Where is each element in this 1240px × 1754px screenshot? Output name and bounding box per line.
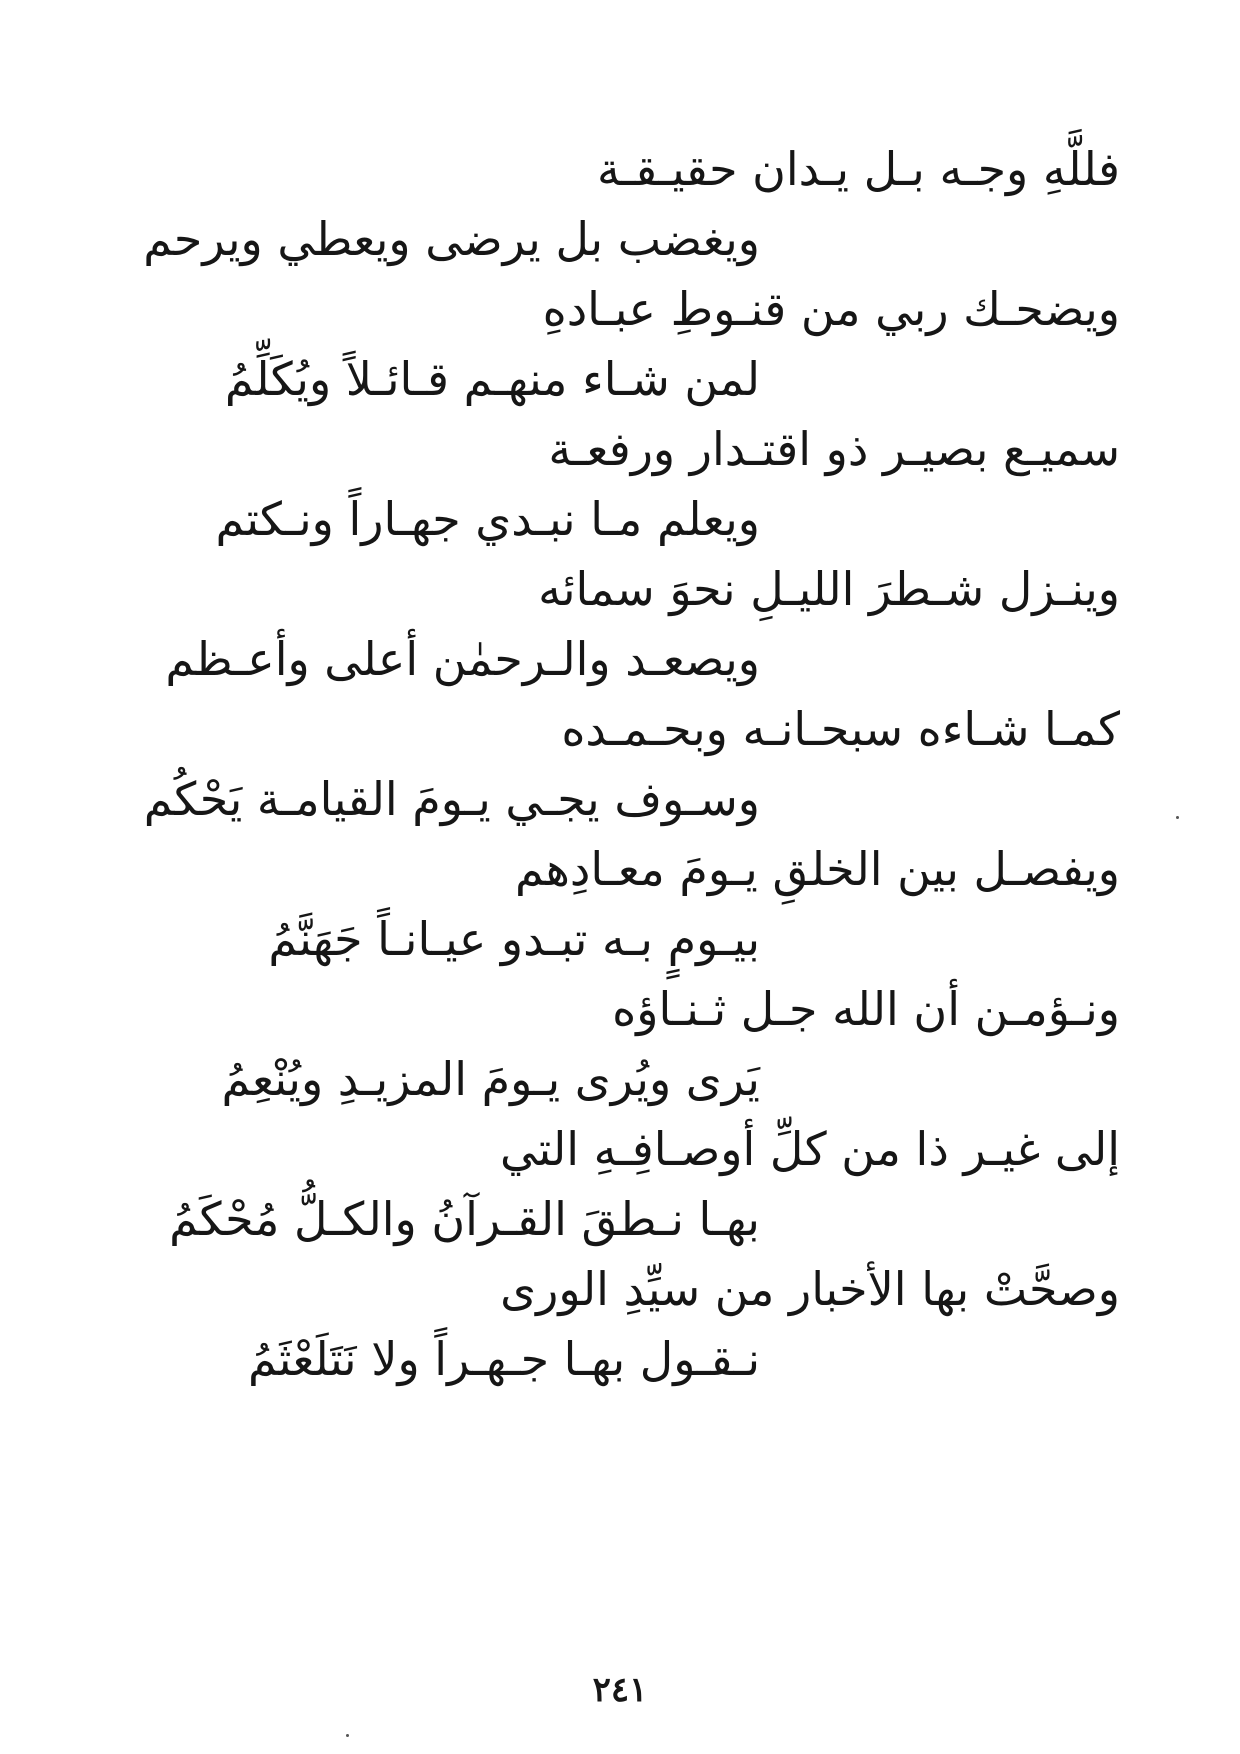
second-hemistich: بيـومٍ بـه تبـدو عيـانـاً جَهَنَّمُ <box>268 912 760 966</box>
second-hemistich: يَرى ويُرى يـومَ المزيـدِ ويُنْعِمُ <box>221 1052 760 1106</box>
first-hemistich: فللَّهِ وجـه بـل يـدان حقيـقـة <box>597 142 1120 196</box>
first-hemistich: وصحَّتْ بها الأخبار من سيِّدِ الورى <box>500 1262 1120 1316</box>
first-hemistich: وينـزل شـطرَ الليـلِ نحوَ سمائه <box>538 562 1120 616</box>
second-hemistich: لمن شـاء منهـم قـائـلاً ويُكَلِّمُ <box>224 352 760 406</box>
verse <box>165 558 1120 698</box>
first-hemistich: ويضحـك ربي من قنـوطِ عبـادهِ <box>542 282 1120 336</box>
verse <box>143 698 1120 838</box>
poem <box>143 138 1120 1398</box>
verse <box>180 278 1120 418</box>
scan-speck <box>346 1734 349 1737</box>
first-hemistich: كمـا شـاءه سبحـانـه وبحـمـده <box>561 702 1120 756</box>
verse <box>180 978 1120 1118</box>
second-hemistich: نـقـول بهـا جـهـراً ولا نَتَلَعْثَمُ <box>248 1332 760 1386</box>
first-hemistich: ويفصـل بين الخلقِ يـومَ معـادِهم <box>515 842 1120 896</box>
verse <box>169 1118 1120 1258</box>
second-hemistich: ويصعـد والـرحمٰن أعلى وأعـظم <box>165 632 760 686</box>
verse <box>180 1258 1120 1398</box>
verse <box>180 838 1120 978</box>
verse <box>180 418 1120 558</box>
scan-speck <box>1176 816 1179 819</box>
second-hemistich: ويغضب بل يرضى ويعطي ويرحم <box>143 212 760 266</box>
page-number: ٢٤١ <box>592 1670 648 1710</box>
first-hemistich: إلى غيـر ذا من كلِّ أوصـافِـهِ التي <box>499 1122 1120 1176</box>
second-hemistich: وسـوف يجـي يـومَ القيامـة يَحْكُم <box>143 772 760 826</box>
second-hemistich: ويعلم مـا نبـدي جهـاراً ونـكتم <box>215 492 760 546</box>
verse <box>143 138 1120 278</box>
first-hemistich: سميـع بصيـر ذو اقتـدار ورفعـة <box>548 422 1120 476</box>
first-hemistich: ونـؤمـن أن الله جـل ثـنـاؤه <box>612 982 1120 1036</box>
second-hemistich: بهـا نـطقَ القـرآنُ والكـلُّ مُحْكَمُ <box>169 1192 760 1246</box>
